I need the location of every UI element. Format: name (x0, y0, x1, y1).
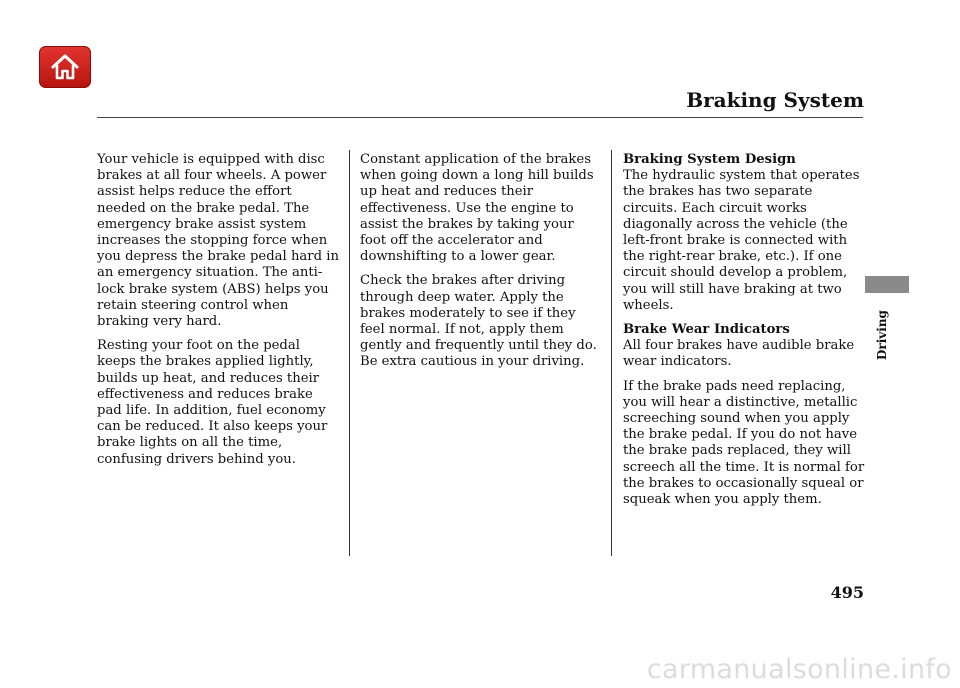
paragraph: If the brake pads need replacing, you will hear a distinctive, metallic screeching sound when you apply the brake pedal. If you do not have the brake pads replaced, they will screech all the time. It is normal for the brakes to occasionally squeal or squeak when you apply them. (623, 378, 865, 508)
column-2 (360, 152, 604, 379)
home-icon (50, 53, 80, 81)
column-1 (97, 152, 341, 476)
section-tab[interactable] (865, 276, 909, 293)
home-button[interactable] (39, 46, 91, 88)
column-3 (623, 152, 867, 516)
section-label[interactable]: Driving (875, 310, 889, 360)
paragraph: Resting your foot on the pedal keeps the brakes applied lightly, builds up heat, and reduces their effectiveness and reduces brake pad life. In addition, fuel economy can be reduced. It also keeps your brake lights on all the time, confusing drivers behind you. (97, 338, 328, 467)
paragraph: All four brakes have audible brake wear indicators. (623, 338, 855, 370)
header-rule (97, 117, 863, 118)
page-number: 495 (830, 583, 864, 602)
paragraph: Constant application of the brakes when going down a long hill builds up heat and reduces their effectiveness. Use the engine to assist the brakes by taking your foot off the accelerator and downshifting to a lower gear. (360, 152, 594, 265)
column-divider (349, 150, 350, 556)
column-divider (611, 150, 612, 556)
paragraph: Check the brakes after driving through deep water. Apply the brakes moderately to see if they feel normal. If not, apply them gently and frequently until they do. Be extra cautious in your driving. (360, 273, 597, 370)
paragraph: Your vehicle is equipped with disc brakes at all four wheels. A power assist helps reduce the effort needed on the brake pedal. The emergency brake assist system increases the stopping force when you depress the brake pedal hard in an emergency situation. The anti-lock brake system (ABS) helps you retain steering control when braking very hard. (97, 152, 339, 330)
paragraph: The hydraulic system that operates the brakes has two separate circuits. Each circuit works diagonally across the vehicle (the left-front brake is connected with the right-rear brake, etc.). If one circuit should develop a problem, you will still have braking at two wheels. (623, 168, 860, 313)
page-title: Braking System (686, 88, 864, 112)
section-heading: Brake Wear Indicators (623, 322, 790, 338)
watermark: carmanualsonline.info (646, 654, 952, 685)
section-heading: Braking System Design (623, 152, 796, 167)
